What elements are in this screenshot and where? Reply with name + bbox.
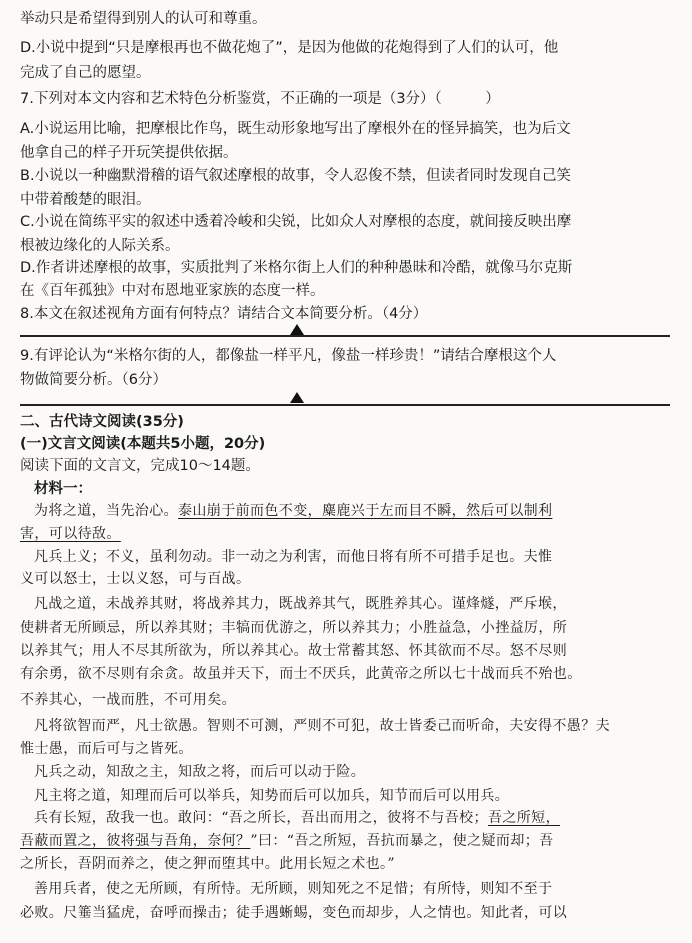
option-d-text: D.作者讲述摩根的故事，实质批判了米格尔街上人们的种种愚昧和冷酷，就像马尔克斯	[20, 260, 573, 276]
text-span: ”曰：“吾之所短，吾抗而暴之，使之疑而却；吾	[250, 833, 554, 849]
text-line: 在《百年孤独》中对布恩地亚家族的态度一样。	[20, 283, 325, 299]
text-line: 物做简要分析。（6分）	[20, 372, 167, 388]
question-7: 7.下列对本文内容和艺术特色分析鉴赏，不正确的一项是（3分）（ ）	[20, 91, 500, 107]
text-line: 完成了自己的愿望。	[20, 65, 151, 81]
classical-text-line: 之所长，吾阴而养之，使之狎而堕其中。此用长短之术也。”	[20, 856, 395, 872]
subsection-heading: (一)文言文阅读(本题共5小题，20分)	[20, 436, 266, 452]
text-line: 他拿自己的样子开玩笑提供依据。	[20, 145, 238, 161]
answer-divider	[20, 335, 670, 337]
material-one-label: 材料一：	[34, 481, 92, 497]
classical-text-line: 善用兵者，使之无所顾，有所恃。无所顾，则知死之不足惜；有所恃，则知不至于	[34, 881, 553, 897]
option-c-text: C.小说在简练平实的叙述中透着冷峻和尖锐，比如众人对摩根的态度，就间接反映出摩	[20, 214, 572, 230]
classical-text-line: 凡战之道，未战养其财，将战养其力，既战养其气，既胜养其心。谨烽燧，严斥堠，	[34, 596, 567, 612]
classical-text-line: 不养其心，一战而胜，不可用矣。	[20, 692, 236, 708]
reading-instruction: 阅读下面的文言文，完成10～14题。	[20, 458, 260, 474]
section-heading: 二、古代诗文阅读(35分)	[20, 414, 184, 430]
option-b-text: B.小说以一种幽默滑稽的语气叙述摩根的故事，令人忍俊不禁，但读者同时发现自己笑	[20, 168, 572, 184]
text-line: 举动只是希望得到别人的认可和尊重。	[20, 11, 267, 27]
classical-text-line: 必败。尺箠当猛虎，奋呼而操击；徒手遇蜥蜴，变色而却步，人之情也。知此者，可以	[20, 905, 568, 921]
classical-text-line: 凡将欲智而严，凡士欲愚。智则不可测，严则不可犯，故士皆委己而听命，夫安得不愚？夫	[34, 718, 610, 734]
classical-text-line: 义可以怒士，士以义怒，可与百战。	[20, 571, 251, 587]
classical-text-line	[34, 500, 674, 522]
answer-area-triangle-icon	[290, 324, 304, 335]
classical-text-line	[34, 807, 674, 829]
classical-text-line: 凡主将之道，知理而后可以举兵，知势而后可以加兵，知节而后可以用兵。	[34, 788, 510, 804]
text-line: 中带着酸楚的眼泪。	[20, 192, 151, 208]
classical-text-line: 以养其气；用人不尽其所欲为，所以养其心。故士常蓄其怒、怀其欲而不尽。怒不尽则	[20, 643, 568, 659]
classical-text-line: 有余勇，欲不尽则有余贪。故虽并天下，而士不厌兵，此黄帝之所以七十战而兵不殆也。	[20, 666, 582, 682]
underlined-sentence: 害，可以待敌。	[20, 526, 121, 542]
underlined-sentence: 泰山崩于前而色不变，麋鹿兴于左而目不瞬，然后可以制利	[178, 503, 553, 519]
classical-text-line: 凡兵上义；不义，虽利勿动。非一动之为利害，而他日将有所不可措手足也。夫惟	[34, 549, 553, 565]
text-span: 为将之道，当先治心。	[34, 503, 178, 519]
classical-text-line	[20, 523, 674, 545]
option-a-text: A.小说运用比喻，把摩根比作鸟，既生动形象地写出了摩根外在的怪异搞笑，也为后文	[20, 121, 571, 137]
underlined-sentence: 吾蔽而置之，彼将强与吾角，奈何？	[20, 833, 251, 849]
text-span: 兵有长短，敌我一也。敢问：“吾之所长，吾出而用之，彼将不与吾校；	[34, 810, 488, 826]
classical-text-line: 惟士愚，而后可与之皆死。	[20, 741, 193, 757]
classical-text-line	[20, 830, 674, 852]
answer-divider	[20, 404, 670, 406]
classical-text-line: 凡兵之动，知敌之主，知敌之将，而后可以动于险。	[34, 764, 366, 780]
classical-text-line: 使耕者无所顾忌，所以养其财；丰犒而优游之，所以养其力；小胜益急，小挫益厉，所	[20, 620, 568, 636]
question-8: 8.本文在叙述视角方面有何特点？请结合文本简要分析。（4分）	[20, 306, 428, 322]
question-9: 9.有评论认为“米格尔街的人，都像盐一样平凡，像盐一样珍贵！”请结合摩根这个人	[20, 348, 557, 364]
underlined-sentence: 吾之所短，	[487, 810, 560, 826]
option-d-text: D.小说中提到“只是摩根再也不做花炮了”，是因为他做的花炮得到了人们的认可，他	[20, 40, 559, 56]
text-line: 根被边缘化的人际关系。	[20, 238, 180, 254]
answer-area-triangle-icon	[290, 392, 304, 403]
